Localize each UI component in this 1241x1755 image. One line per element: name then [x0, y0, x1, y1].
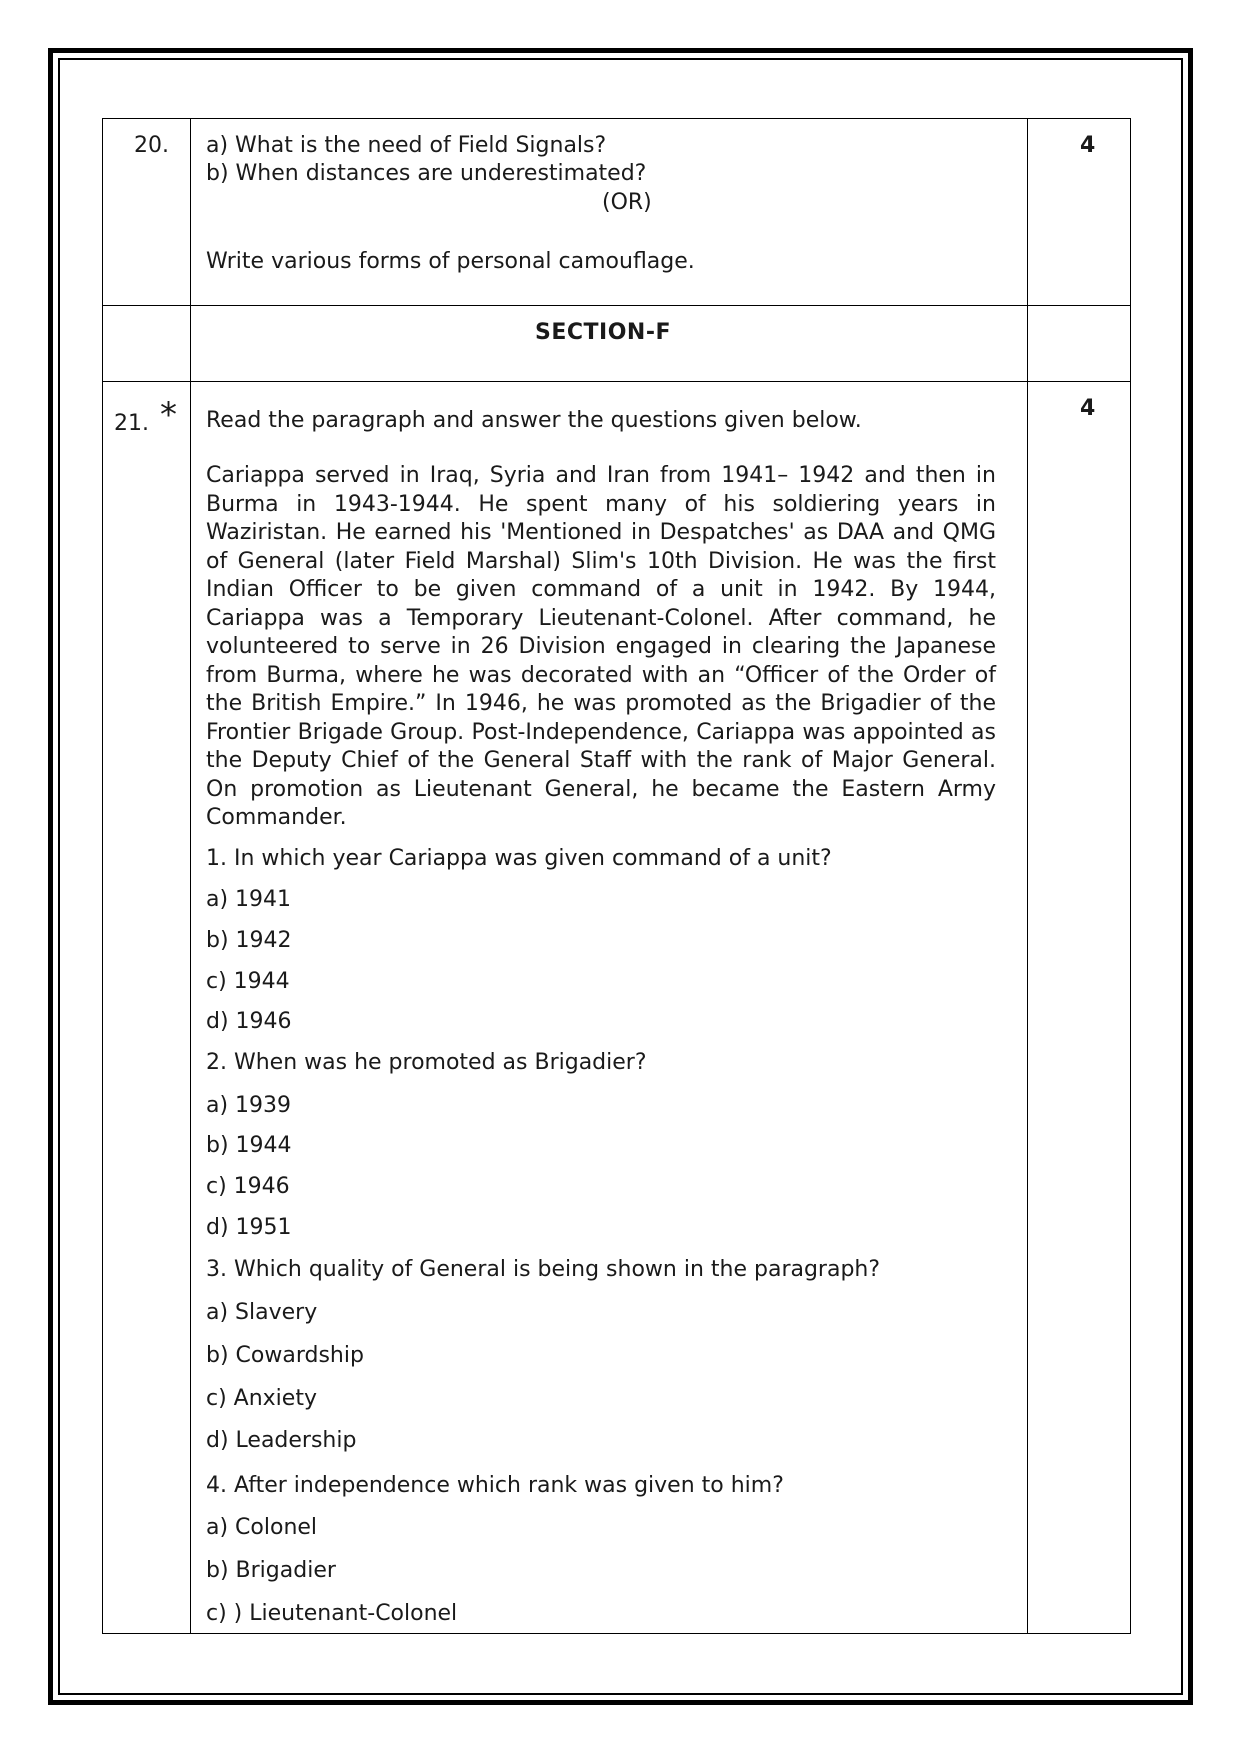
table-rule [102, 118, 1131, 119]
option: a) Colonel [206, 1515, 318, 1540]
table-rule [102, 1633, 1131, 1634]
option: a) 1939 [206, 1093, 292, 1118]
table-col-rule [190, 118, 191, 1634]
table-col-rule [1027, 118, 1028, 1634]
section-title: SECTION-F [535, 320, 671, 345]
option: d) 1951 [206, 1215, 292, 1240]
question-part-b: b) When distances are underestimated? [206, 161, 647, 186]
marks: 4 [1080, 396, 1096, 421]
sub-question: 4. After independence which rank was given to him? [206, 1473, 784, 1498]
option: c) Anxiety [206, 1386, 317, 1411]
option: b) 1944 [206, 1133, 292, 1158]
option: b) Brigadier [206, 1558, 336, 1583]
marks: 4 [1080, 133, 1096, 158]
option: b) 1942 [206, 928, 292, 953]
option: a) 1941 [206, 887, 292, 912]
table-col-rule [1130, 118, 1131, 1634]
option: c) ) Lieutenant-Colonel [206, 1601, 458, 1626]
table-rule [102, 305, 1131, 306]
option: c) 1946 [206, 1174, 290, 1199]
instruction: Read the paragraph and answer the questions given below. [206, 408, 862, 433]
passage: Cariappa served in Iraq, Syria and Iran from 1941– 1942 and then in Burma in 1943-1944. He spent many of his soldiering years in Waziristan. He earned his 'Mentioned in Despatches' as DAA and QMG of General (later Field Marshal) Slim's 10th Division. He was the first Indian Officer to be given command of a unit in 1942. By 1944, Cariappa was a Temporary Lieutenant-Colonel. After command, he volunteered to serve in 26 Division engaged in clearing the Japanese from Burma, where he was decorated with an “Officer of the Order of the British Empire.” In 1946, he was promoted as the Brigadier of the Frontier Brigade Group. Post-Independence, Cariappa was appointed as the Deputy Chief of the General Staff with the rank of Major General. On promotion as Lieutenant General, he became the Eastern Army Commander. [206, 463, 996, 830]
or-label: (OR) [602, 190, 652, 215]
asterisk-mark: * [160, 395, 177, 435]
sub-question: 3. Which quality of General is being shown in the paragraph? [206, 1257, 881, 1282]
option: d) Leadership [206, 1428, 357, 1453]
question-number: 20. [134, 133, 169, 158]
option: a) Slavery [206, 1300, 318, 1325]
sub-question: 1. In which year Cariappa was given command of a unit? [206, 846, 832, 871]
question-number: 21. [114, 411, 149, 436]
sub-question: 2. When was he promoted as Brigadier? [206, 1050, 647, 1075]
table-col-rule [102, 118, 103, 1634]
option: d) 1946 [206, 1009, 292, 1034]
table-rule [102, 381, 1131, 382]
question-part-a: a) What is the need of Field Signals? [206, 133, 607, 158]
option: c) 1944 [206, 969, 290, 994]
option: b) Cowardship [206, 1343, 364, 1368]
question-alternative: Write various forms of personal camouflage. [206, 249, 695, 274]
